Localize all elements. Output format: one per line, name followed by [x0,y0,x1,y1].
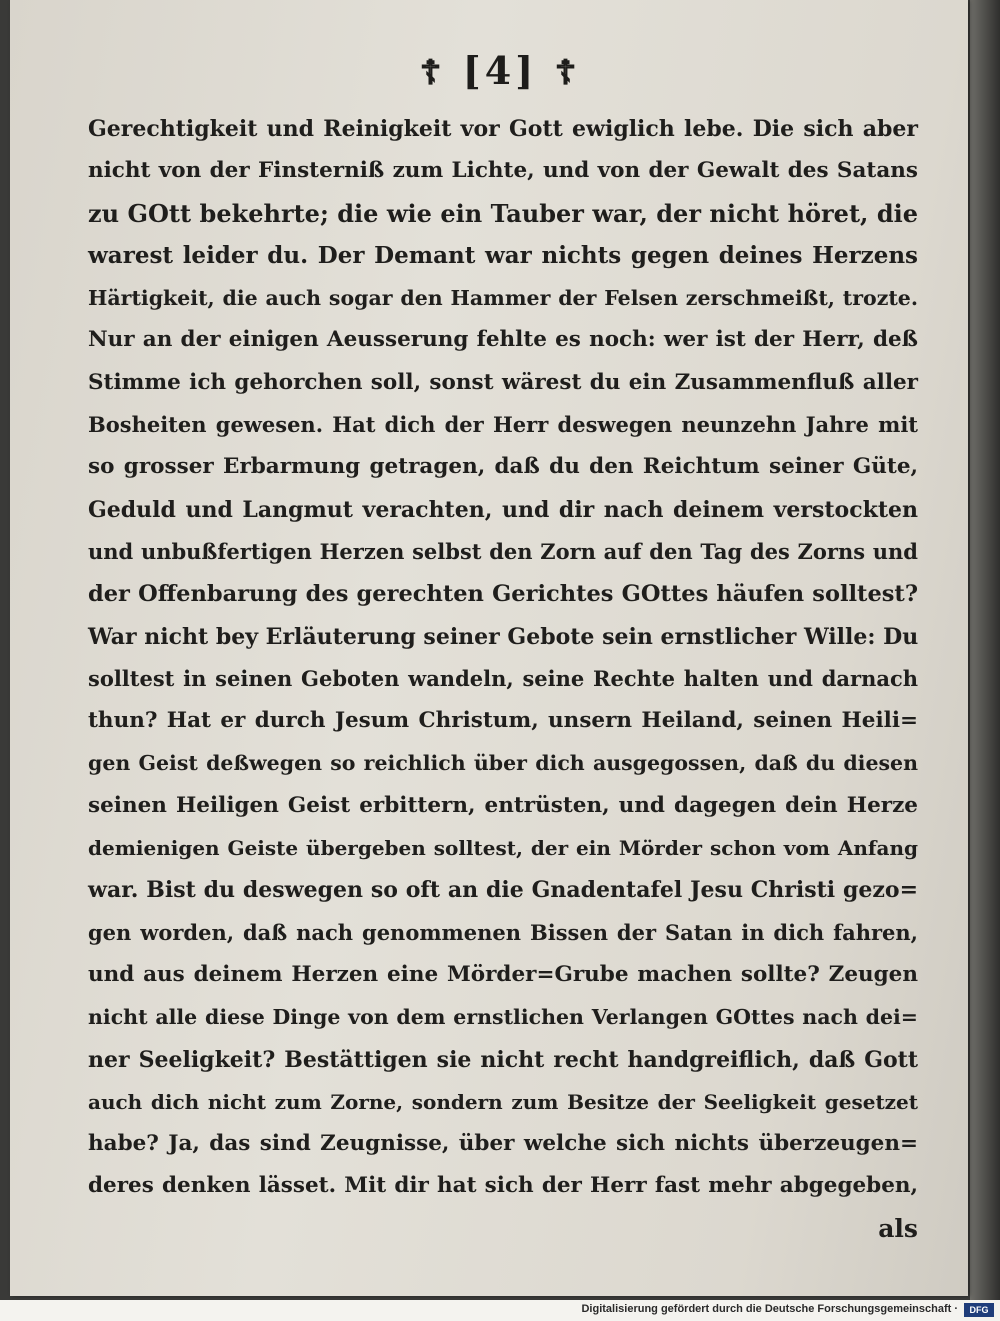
text-line: seinen Heiligen Geist erbittern, entrüsten, und dagegen dein Herze [88,792,918,818]
funding-credit: Digitalisierung gefördert durch die Deutsche Forschungsgemeinschaft · [581,1303,958,1315]
text-line: habe? Ja, das sind Zeugnisse, über welche sich nichts überzeugen= [88,1131,918,1157]
text-line: zu GOtt bekehrte; die wie ein Tauber war, der nicht höret, die [88,198,918,228]
text-line: und aus deinem Herzen eine Mörder=Grube machen sollte? Zeugen [88,961,918,987]
text-line: thun? Hat er durch Jesum Christum, unsern Heiland, seinen Heili= [88,708,918,734]
text-line: gen worden, daß nach genommenen Bissen der Satan in dich fahren, [88,919,918,945]
page-header [0,48,1000,93]
text-line: Nur an der einigen Aeusserung fehlte es noch: wer ist der Herr, deß [88,327,918,353]
text-line: so grosser Erbarmung getragen, daß du den Reichtum seiner Güte, [88,454,918,480]
page-number: [4] [462,48,538,93]
page-edge-shadow [970,0,1000,1300]
text-line: ner Seeligkeit? Bestättigen sie nicht recht handgreiflich, daß Gott [88,1046,918,1073]
text-line: War nicht bey Erläuterung seiner Gebote sein ernstlicher Wille: Du [88,623,919,650]
text-line: Bosheiten gewesen. Hat dich der Herr deswegen neunzehn Jahre mit [88,412,918,438]
text-line: Härtigkeit, die auch sogar den Hammer der Felsen zerschmeißt, trozte. [88,286,918,311]
cross-right-icon: ☦ [554,53,581,93]
text-line: Gerechtigkeit und Reinigkeit vor Gott ewiglich lebe. Die sich aber [88,116,918,142]
text-line: Stimme ich gehorchen soll, sonst wärest du ein Zusammenfluß aller [88,369,918,395]
text-line: war. Bist du deswegen so oft an die Gnadentafel Jesu Christi gezo= [88,877,918,904]
text-line: und unbußfertigen Herzen selbst den Zorn auf den Tag des Zorns und [88,538,918,564]
text-line: Geduld und Langmut verachten, und dir nach deinem verstockten [88,496,918,523]
text-line: nicht alle diese Dinge von dem ernstlichen Verlangen GOttes nach dei= [88,1005,918,1030]
text-line: demienigen Geiste übergeben solltest, der ein Mörder schon vom Anfang [88,836,918,861]
catchword: als [878,1213,918,1243]
digitization-footer [0,1300,1000,1321]
text-line: nicht von der Finsterniß zum Lichte, und von der Gewalt des Satans [88,158,918,184]
dfg-logo-icon: DFG [964,1303,994,1317]
cross-left-icon: ☦ [419,53,446,93]
text-line: solltest in seinen Geboten wandeln, seine Rechte halten und darnach [88,665,918,691]
text-line: gen Geist deßwegen so reichlich über dich ausgegossen, daß du diesen [88,751,918,776]
text-line: deres denken lässet. Mit dir hat sich der Herr fast mehr abgegeben, [88,1173,918,1199]
text-line: auch dich nicht zum Zorne, sondern zum Besitze der Seeligkeit gesetzet [88,1089,918,1114]
text-line: warest leider du. Der Demant war nichts gegen deines Herzens [88,241,918,269]
page-body-text [88,108,918,1250]
text-line: der Offenbarung des gerechten Gerichtes GOttes häufen solltest? [88,581,918,608]
